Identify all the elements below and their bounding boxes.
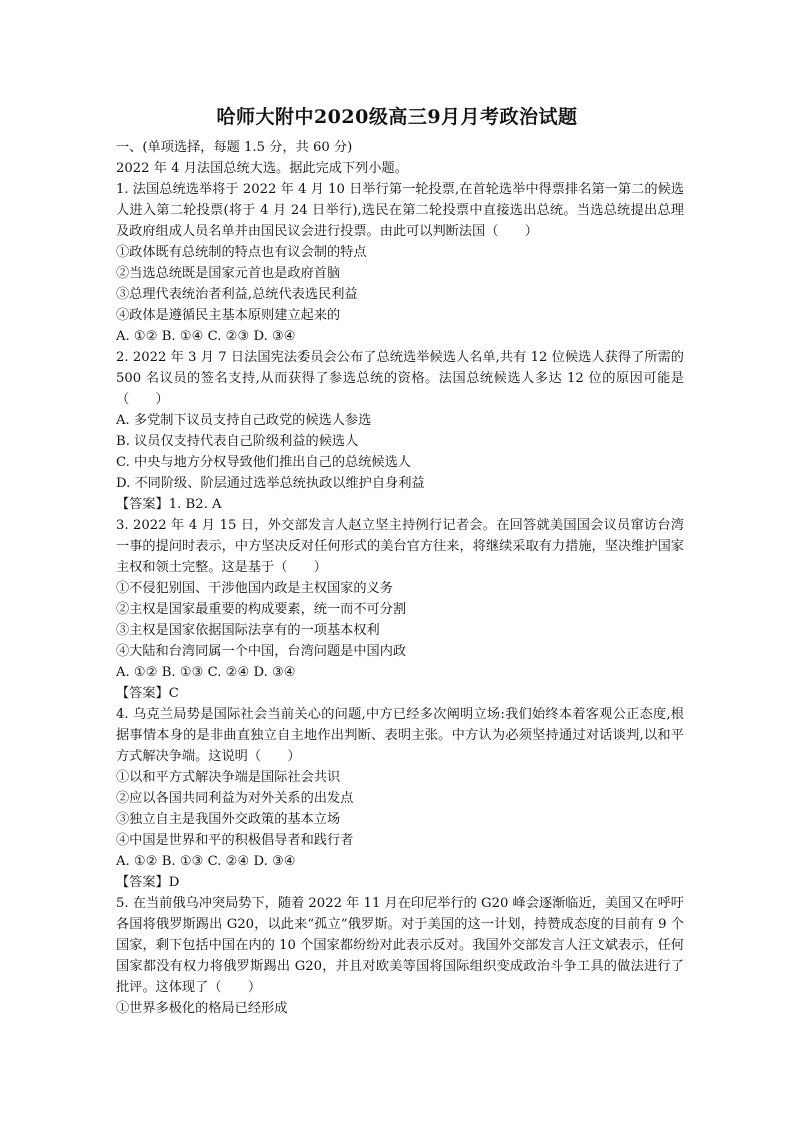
question-5-item-1: ①世界多极化的格局已经形成: [116, 1001, 288, 1016]
question-4-stem: 4. 乌克兰局势是国际社会当前关心的问题,中方已经多次阐明立场:我们始终本着客观公正态度,根据事情本身的是非曲直独立自主地作出判断、表明主张。中方认为必须坚持通过对话谈判,以和平方式解决争端。这说明（ ）: [116, 707, 684, 764]
question-2-stem: 2. 2022 年 3 月 7 日法国宪法委员会公布了总统选举候选人名单,共有 12 位候选人获得了所需的 500 名议员的签名支持,从而获得了参选总统的资格。法国总统候选人多达 12 位的原因可能是（ ）: [116, 350, 684, 407]
question-4-options: A. ①② B. ①③ C. ②④ D. ③④: [116, 854, 296, 869]
question-4-item-4: ④中国是世界和平的积极倡导者和践行者: [116, 833, 354, 848]
question-1-item-3: ③总理代表统治者利益,总统代表选民利益: [116, 287, 358, 302]
question-3-item-1: ①不侵犯别国、干涉他国内政是主权国家的义务: [116, 581, 393, 596]
question-4-item-1: ①以和平方式解决争端是国际社会共识: [116, 770, 341, 785]
question-3-item-3: ③主权是国家依据国际法享有的一项基本权利: [116, 623, 380, 638]
exam-title: 哈师大附中2020级高三9月月考政治试题: [216, 106, 578, 128]
question-1-item-4: ④政体是遵循民主基本原则建立起来的: [116, 308, 341, 323]
answer-4: 【答案】D: [116, 875, 180, 890]
section-intro: 2022 年 4 月法国总统大选。据此完成下列小题。: [116, 161, 408, 176]
question-2-option-a: A. 多党制下议员支持自己政党的候选人参选: [116, 413, 372, 428]
answer-3: 【答案】C: [116, 686, 179, 701]
answer-1-2: 【答案】1. B2. A: [116, 497, 222, 512]
question-4-item-2: ②应以各国共同利益为对外关系的出发点: [116, 791, 354, 806]
section-header: 一、(单项选择，每题 1.5 分，共 60 分): [116, 140, 353, 155]
question-3-item-2: ②主权是国家最重要的构成要素，统一而不可分割: [116, 602, 407, 617]
exam-content: [116, 137, 684, 1019]
question-1-options: A. ①② B. ①④ C. ②③ D. ③④: [116, 329, 296, 344]
question-5-stem: 5. 在当前俄乌冲突局势下，随着 2022 年 11 月在印尼举行的 G20 峰会逐渐临近，美国又在呼吁各国将俄罗斯踢出 G20，以此来“孤立”俄罗斯。对于美国的这一计划，持赞成态度的目前有 9 个国家，剩下包括中国在内的 10 个国家都纷纷对此表示反对。我国外交部发言人汪文斌表示，任何国家都没有权力将俄罗斯踢出 G20，并且对欧美等国将国际组织变成政治斗争工具的做法进行了批评。这体现了（ ）: [116, 896, 684, 995]
question-1-item-1: ①政体既有总统制的特点也有议会制的特点: [116, 245, 367, 260]
question-2-option-c: C. 中央与地方分权导致他们推出自己的总统候选人: [116, 455, 411, 470]
question-3-item-4: ④大陆和台湾同属一个中国，台湾问题是中国内政: [116, 644, 407, 659]
question-2-option-d: D. 不同阶级、阶层通过选举总统执政以维护自身利益: [116, 476, 425, 491]
question-1-stem: 1. 法国总统选举将于 2022 年 4 月 10 日举行第一轮投票,在首轮选举中得票排名第一第二的候选人进入第二轮投票(将于 4 月 24 日举行),选民在第二轮投票中直接选出总统。当选总统提出总理及政府组成人员名单并由国民议会进行投票。由此可以判断法国（ ）: [116, 182, 684, 239]
question-3-options: A. ①② B. ①③ C. ②④ D. ③④: [116, 665, 296, 680]
question-2-option-b: B. 议员仅支持代表自己阶级利益的候选人: [116, 434, 359, 449]
question-1-item-2: ②当选总统既是国家元首也是政府首脑: [116, 266, 341, 281]
question-3-stem: 3. 2022 年 4 月 15 日，外交部发言人赵立坚主持例行记者会。在回答就美国国会议员窜访台湾一事的提问时表示，中方坚决反对任何形式的美台官方往来，将继续采取有力措施，坚决维护国家主权和领土完整。这是基于（ ）: [116, 518, 684, 575]
question-4-item-3: ③独立自主是我国外交政策的基本立场: [116, 812, 341, 827]
